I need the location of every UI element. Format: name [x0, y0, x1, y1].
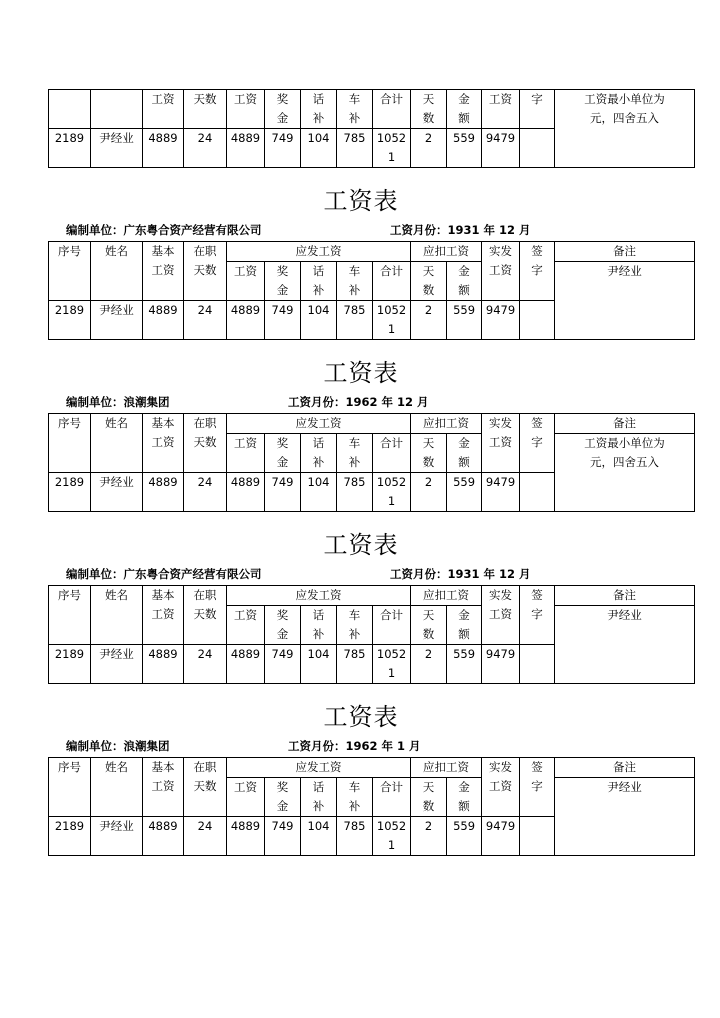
header-row [49, 242, 695, 262]
cell-deduct-amount: 559 [447, 473, 482, 512]
sheet-meta [48, 738, 674, 754]
cell-net: 9479 [482, 817, 520, 856]
header-row [49, 758, 695, 778]
cell [91, 90, 143, 129]
cell-deduct-days: 2 [411, 473, 447, 512]
header-days: 在职 天数 [184, 242, 227, 301]
note-cell: 工资最小单位为 元，四舍五入 [555, 434, 695, 512]
header-deduct-days: 天 数 [411, 778, 447, 817]
cell-days: 24 [184, 129, 227, 168]
cell-deduct-amount: 559 [447, 301, 482, 340]
header-bonus: 奖 金 [265, 606, 301, 645]
payroll-table [48, 585, 695, 684]
cell-total: 1052 1 [373, 129, 411, 168]
header-name: 姓名 [91, 586, 143, 645]
cell-phone: 104 [301, 473, 337, 512]
note-cell: 尹经业 [555, 262, 695, 340]
header-phone: 话 补 [301, 90, 337, 129]
cell-net: 9479 [482, 129, 520, 168]
cell-base: 4889 [143, 301, 184, 340]
header-days: 天数 [184, 90, 227, 129]
header-deduct-days: 天 数 [411, 434, 447, 473]
cell-sign [520, 473, 555, 512]
sheet-meta [48, 394, 674, 410]
header-wage: 工资 [227, 262, 265, 301]
header-net: 实发 工资 [482, 758, 520, 817]
header-row [49, 414, 695, 434]
header-car: 车 补 [337, 778, 373, 817]
cell-car: 785 [337, 301, 373, 340]
cell-wage: 4889 [227, 129, 265, 168]
header-deduct-days: 天 数 [411, 606, 447, 645]
header-total: 合计 [373, 606, 411, 645]
header-deduct-group: 应扣工资 [411, 586, 482, 606]
payroll-table [48, 241, 695, 340]
cell-name: 尹经业 [91, 301, 143, 340]
sheet-title: 工资表 [323, 703, 399, 731]
cell-seq: 2189 [49, 817, 91, 856]
header-sign: 签 字 [520, 586, 555, 645]
header-deduct-group: 应扣工资 [411, 758, 482, 778]
cell-deduct-days: 2 [411, 645, 447, 684]
sheet-title: 工资表 [323, 531, 399, 559]
cell-wage: 4889 [227, 473, 265, 512]
header-net: 实发 工资 [482, 242, 520, 301]
payroll-table [48, 757, 695, 856]
header-name: 姓名 [91, 758, 143, 817]
header-days: 在职 天数 [184, 758, 227, 817]
header-days: 在职 天数 [184, 414, 227, 473]
sheet-meta [48, 222, 674, 238]
cell-total: 1052 1 [373, 473, 411, 512]
header-seq: 序号 [49, 758, 91, 817]
cell-total: 1052 1 [373, 817, 411, 856]
header-wage: 工资 [227, 606, 265, 645]
cell-days: 24 [184, 473, 227, 512]
cell-car: 785 [337, 473, 373, 512]
cell-seq: 2189 [49, 301, 91, 340]
cell-seq: 2189 [49, 473, 91, 512]
payroll-table [48, 89, 695, 168]
cell-net: 9479 [482, 473, 520, 512]
cell-total: 1052 1 [373, 301, 411, 340]
cell-name: 尹经业 [91, 817, 143, 856]
header-name: 姓名 [91, 242, 143, 301]
cell-phone: 104 [301, 301, 337, 340]
cell-days: 24 [184, 817, 227, 856]
header-base: 基本 工资 [143, 586, 184, 645]
cell-phone: 104 [301, 645, 337, 684]
header-sign: 字 [520, 90, 555, 129]
header-car: 车 补 [337, 262, 373, 301]
header-deduct-days: 天 数 [411, 262, 447, 301]
header-car: 车 补 [337, 606, 373, 645]
header-net: 工资 [482, 90, 520, 129]
header-deduct-amount: 金 额 [447, 778, 482, 817]
cell-name: 尹经业 [91, 645, 143, 684]
cell-days: 24 [184, 645, 227, 684]
cell-bonus: 749 [265, 129, 301, 168]
cell-deduct-amount: 559 [447, 645, 482, 684]
company-unit: 编制单位：浪潮集团 [66, 739, 170, 753]
header-net: 实发 工资 [482, 414, 520, 473]
header-note: 备注 [555, 758, 695, 778]
company-unit: 编制单位：广东粤合资产经营有限公司 [66, 223, 262, 237]
header-seq: 序号 [49, 414, 91, 473]
cell-deduct-days: 2 [411, 129, 447, 168]
cell-sign [520, 301, 555, 340]
header-bonus: 奖 金 [265, 434, 301, 473]
pay-month: 工资月份：1962 年 1 月 [288, 739, 421, 753]
cell-base: 4889 [143, 645, 184, 684]
cell-phone: 104 [301, 817, 337, 856]
pay-month: 工资月份：1931 年 12 月 [390, 223, 531, 237]
cell-sign [520, 645, 555, 684]
note-cell: 尹经业 [555, 606, 695, 684]
header-base: 基本 工资 [143, 758, 184, 817]
header-net: 实发 工资 [482, 586, 520, 645]
cell-deduct-days: 2 [411, 817, 447, 856]
cell-bonus: 749 [265, 473, 301, 512]
header-phone: 话 补 [301, 606, 337, 645]
cell-base: 4889 [143, 473, 184, 512]
sheet-title: 工资表 [323, 187, 399, 215]
header-phone: 话 补 [301, 434, 337, 473]
cell-sign [520, 129, 555, 168]
header-sign: 签 字 [520, 758, 555, 817]
cell-wage: 4889 [227, 645, 265, 684]
header-deduct-group: 应扣工资 [411, 242, 482, 262]
header-car: 车 补 [337, 434, 373, 473]
cell-deduct-amount: 559 [447, 129, 482, 168]
pay-month: 工资月份：1962 年 12 月 [288, 395, 429, 409]
cell-deduct-amount: 559 [447, 817, 482, 856]
header-base: 基本 工资 [143, 242, 184, 301]
cell [49, 90, 91, 129]
company-unit: 编制单位：浪潮集团 [66, 395, 170, 409]
header-total: 合计 [373, 434, 411, 473]
pay-month: 工资月份：1931 年 12 月 [390, 567, 531, 581]
cell-name: 尹经业 [91, 473, 143, 512]
cell-car: 785 [337, 817, 373, 856]
sheet-title: 工资表 [323, 359, 399, 387]
header-deduct-amount: 金 额 [447, 90, 482, 129]
header-deduct-amount: 金 额 [447, 434, 482, 473]
cell-base: 4889 [143, 129, 184, 168]
header-gross-group: 应发工资 [227, 586, 411, 606]
header-name: 姓名 [91, 414, 143, 473]
header-base: 工资 [143, 90, 184, 129]
cell-sign [520, 817, 555, 856]
header-wage: 工资 [227, 90, 265, 129]
cell-name: 尹经业 [91, 129, 143, 168]
header-bonus: 奖 金 [265, 778, 301, 817]
header-seq: 序号 [49, 242, 91, 301]
payroll-table [48, 413, 695, 512]
cell-car: 785 [337, 645, 373, 684]
header-wage: 工资 [227, 778, 265, 817]
header-deduct-group: 应扣工资 [411, 414, 482, 434]
header-deduct-amount: 金 额 [447, 262, 482, 301]
note-cell: 尹经业 [555, 778, 695, 856]
header-phone: 话 补 [301, 262, 337, 301]
cell-wage: 4889 [227, 301, 265, 340]
header-wage: 工资 [227, 434, 265, 473]
header-bonus: 奖 金 [265, 90, 301, 129]
cell-net: 9479 [482, 645, 520, 684]
cell-total: 1052 1 [373, 645, 411, 684]
cell-phone: 104 [301, 129, 337, 168]
header-deduct-days: 天 数 [411, 90, 447, 129]
header-note: 备注 [555, 414, 695, 434]
cell-seq: 2189 [49, 645, 91, 684]
sheet-meta [48, 566, 674, 582]
cell-deduct-days: 2 [411, 301, 447, 340]
cell-base: 4889 [143, 817, 184, 856]
header-total: 合计 [373, 778, 411, 817]
header-note: 备注 [555, 586, 695, 606]
header-row [49, 586, 695, 606]
cell-wage: 4889 [227, 817, 265, 856]
header-deduct-amount: 金 额 [447, 606, 482, 645]
cell-bonus: 749 [265, 817, 301, 856]
cell-seq: 2189 [49, 129, 91, 168]
header-car: 车 补 [337, 90, 373, 129]
header-sign: 签 字 [520, 242, 555, 301]
header-phone: 话 补 [301, 778, 337, 817]
header-row [49, 90, 695, 129]
header-total: 合计 [373, 262, 411, 301]
header-total: 合计 [373, 90, 411, 129]
cell-days: 24 [184, 301, 227, 340]
note-cell: 工资最小单位为 元，四舍五入 [555, 90, 695, 168]
company-unit: 编制单位：广东粤合资产经营有限公司 [66, 567, 262, 581]
header-sign: 签 字 [520, 414, 555, 473]
header-gross-group: 应发工资 [227, 414, 411, 434]
header-base: 基本 工资 [143, 414, 184, 473]
header-gross-group: 应发工资 [227, 242, 411, 262]
cell-net: 9479 [482, 301, 520, 340]
header-bonus: 奖 金 [265, 262, 301, 301]
cell-bonus: 749 [265, 645, 301, 684]
cell-bonus: 749 [265, 301, 301, 340]
header-seq: 序号 [49, 586, 91, 645]
header-days: 在职 天数 [184, 586, 227, 645]
header-note: 备注 [555, 242, 695, 262]
header-gross-group: 应发工资 [227, 758, 411, 778]
cell-car: 785 [337, 129, 373, 168]
